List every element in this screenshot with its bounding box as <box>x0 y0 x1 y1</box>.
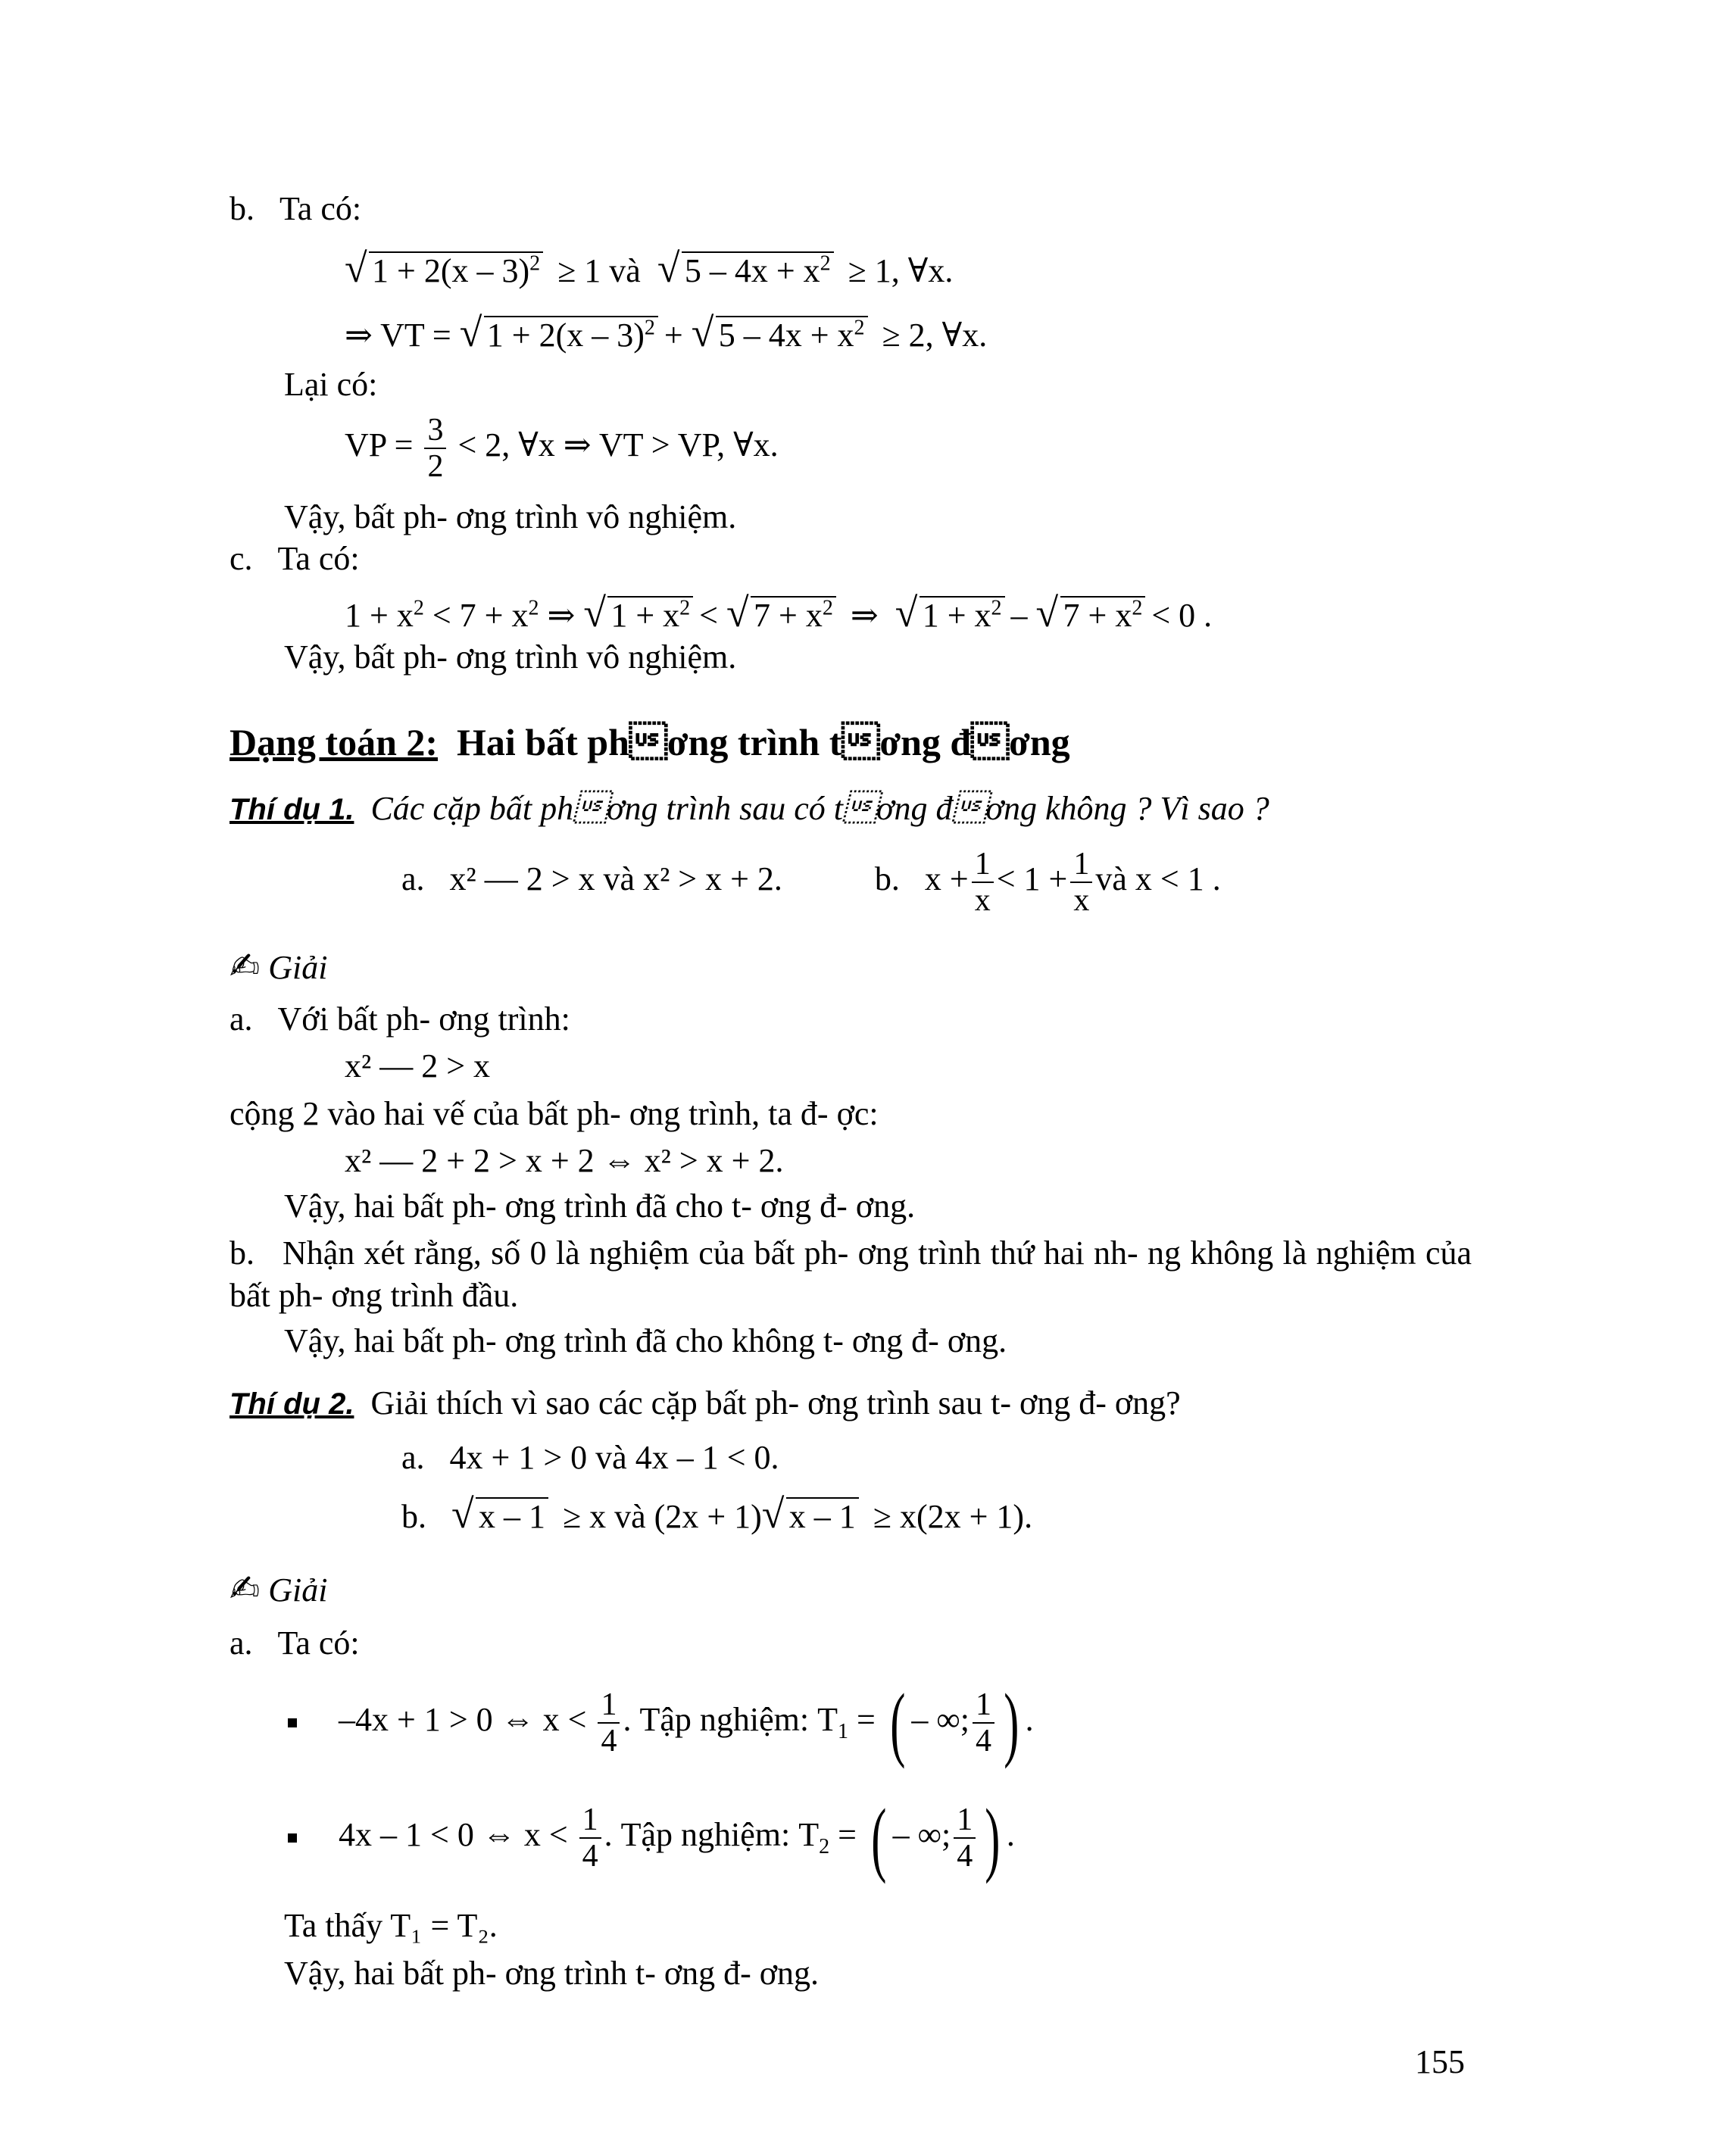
part-c-label: c. Ta có: <box>229 540 360 577</box>
solution-1-a-conclusion: Vậy, hai bất ph- ơng trình đã cho t- ơng đ- ơng. <box>284 1187 916 1225</box>
solution-2-bullet-2: 4x – 1 < 0 ⇔ x < $\frac{1}{4}$ . Tập nghiệm: $T_2$ = ( – ∞; $\frac{1}{4}$ ) . <box>288 1796 1015 1880</box>
example-2 <box>229 1382 1181 1425</box>
pen-writing-icon: ✍ <box>229 1568 261 1610</box>
example-1-question: Các cặp bất ph ơng trình sau có t ơng đ ơng không ? Vì sao ? <box>370 790 1269 827</box>
bullet-icon <box>288 1718 297 1727</box>
solution-1-a-ineq: x² — 2 > x <box>345 1047 491 1084</box>
part-b-label: b. Ta có: <box>229 190 362 227</box>
solution-1-a: a. Với bất ph- ơng trình: <box>229 1000 570 1038</box>
solution-1-a-text: cộng 2 vào hai vế của bất ph- ơng trình, ta đ- ợc: <box>229 1095 879 1132</box>
solution-1-b-conclusion: Vậy, hai bất ph- ơng trình đã cho không t- ơng đ- ơng. <box>284 1322 1007 1359</box>
math-line-1: √ 1 + 2(x – 3)$^2$ ≥ 1 và √ $5 - 4x + x^2 \ge 1$, ∀x. <box>345 250 953 292</box>
pen-writing-icon: ✍ <box>229 945 261 988</box>
page-number: 155 <box>1415 2043 1465 2080</box>
example-2-b: b. √ x – 1 ≥ x và (2x + 1)√ x – 1 ≥ x(2x + 1). <box>401 1496 1032 1538</box>
conclusion-b: Vậy, bất ph- ơng trình vô nghiệm. <box>284 498 737 535</box>
example-1-items: a. x² — 2 > x và x² > x + 2. b. x + $\frac{1}{x}$ < 1 + $\frac{1}{x}$ và x < 1 . <box>401 847 1221 918</box>
math-line-c: $1 + x^2 < 7 + x^2$ ⇒ √ $1 + x^2$ < √ $7 + x^2$ ⇒ √ $1 + x^2$ – √ $7 + x^2 < 0$ . <box>345 594 1212 637</box>
solution-2-conclusion: Vậy, hai bất ph- ơng trình t- ơng đ- ơng. <box>284 1955 820 1992</box>
solution-2-bullet-1: –4x + 1 > 0 ⇔ x < $\frac{1}{4}$ . Tập nghiệm: $T_1$ = ( – ∞; $\frac{1}{4}$ ) . <box>288 1681 1034 1765</box>
conclusion-c: Vậy, bất ph- ơng trình vô nghiệm. <box>284 638 737 676</box>
example-2-a: a. 4x + 1 > 0 và 4x – 1 < 0. <box>401 1439 779 1476</box>
solution-1-b: b. Nhận xét rằng, số 0 là nghiệm của bất ph- ơng trình thứ hai nh- ng không là nghiệm của bất ph- ơng trình đầu. <box>229 1234 1472 1314</box>
example-2-question: Giải thích vì sao các cặp bất ph- ơng trình sau t- ơng đ- ơng? <box>370 1384 1181 1421</box>
lai-co: Lại có: <box>284 366 378 403</box>
example-1 <box>229 788 1269 831</box>
bullet-icon <box>288 1833 297 1843</box>
solution-2-a: a. Ta có: <box>229 1624 360 1662</box>
math-line-vp: VP = $\frac{3}{2}$ < 2, ∀x ⇒ VT > VP, ∀x. <box>345 413 779 484</box>
example-1-label: Thí dụ 1. <box>229 793 354 826</box>
example-2-label: Thí dụ 2. <box>229 1387 354 1421</box>
solution-2-header: ✍ Giải <box>229 1568 328 1610</box>
solution-1-header: ✍ Giải <box>229 945 328 988</box>
solution-2-observation: Ta thấy T₁ = T₂. <box>284 1907 498 1944</box>
solution-1-a-result: x² — 2 + 2 > x + 2 ⇔ x² > x + 2. <box>345 1142 784 1179</box>
section-heading: Dạng toán 2: Hai bất ph ơng trình t ơng đ ơng <box>229 721 1070 763</box>
math-line-2: ⇒ VT = √ 1 + 2(x – 3)$^2$ + √ $5 - 4x + x^2 \ge 2$, ∀x. <box>345 314 987 357</box>
